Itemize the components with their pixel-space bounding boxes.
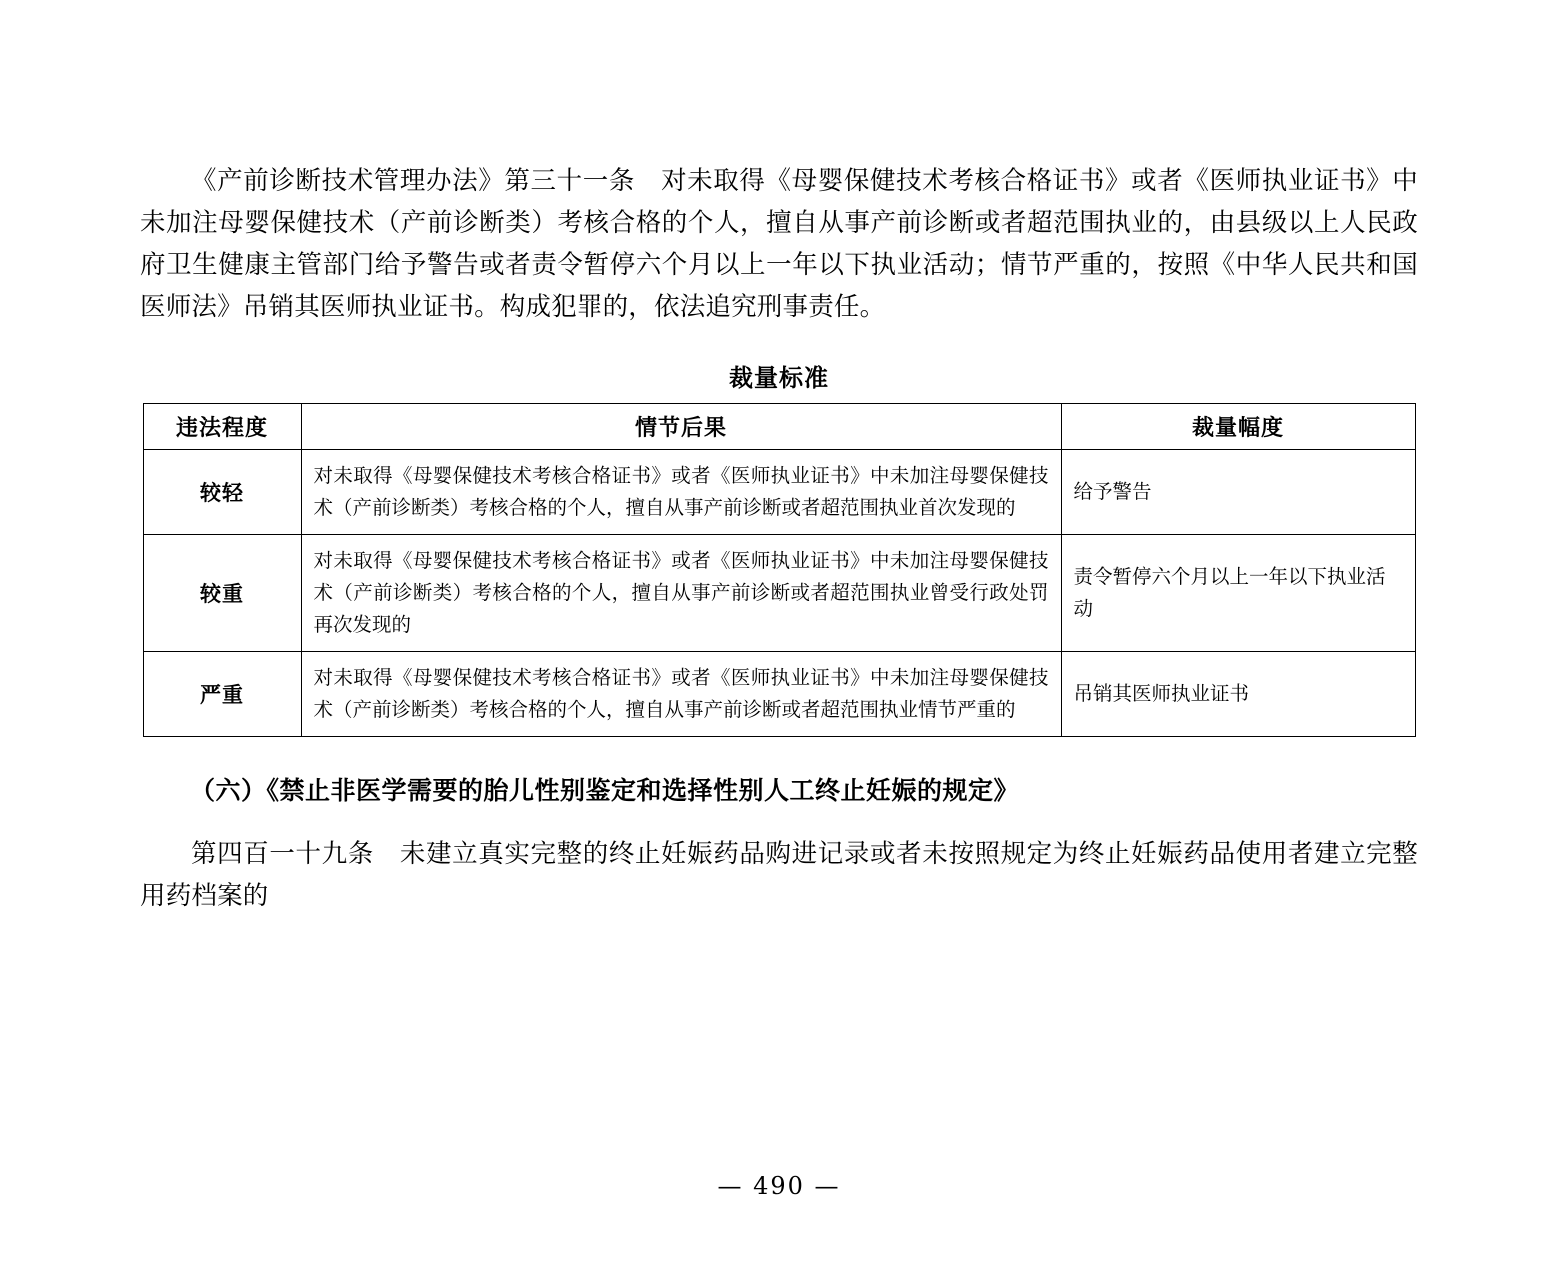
column-header-violation-level: 违法程度 (143, 404, 301, 450)
cell-violation-level: 较轻 (143, 450, 301, 535)
column-header-discretion-range: 裁量幅度 (1061, 404, 1415, 450)
cell-circumstances: 对未取得《母婴保健技术考核合格证书》或者《医师执业证书》中未加注母婴保健技术（产前诊断类）考核合格的个人，擅自从事产前诊断或者超范围执业情节严重的 (301, 652, 1061, 737)
table-row (143, 535, 1415, 652)
table-row (143, 450, 1415, 535)
table-row (143, 652, 1415, 737)
column-header-circumstances: 情节后果 (301, 404, 1061, 450)
cell-violation-level: 较重 (143, 535, 301, 652)
table-title: 裁量标准 (729, 364, 829, 392)
cell-discretion-range: 吊销其医师执业证书 (1061, 652, 1415, 737)
cell-circumstances: 对未取得《母婴保健技术考核合格证书》或者《医师执业证书》中未加注母婴保健技术（产前诊断类）考核合格的个人，擅自从事产前诊断或者超范围执业首次发现的 (301, 450, 1061, 535)
cell-discretion-range: 给予警告 (1061, 450, 1415, 535)
document-page (0, 160, 1558, 1262)
regulation-paragraph: 《产前诊断技术管理办法》第三十一条 对未取得《母婴保健技术考核合格证书》或者《医师执业证书》中未加注母婴保健技术（产前诊断类）考核合格的个人，擅自从事产前诊断或者超范围执业的，由县级以上人民政府卫生健康主管部门给予警告或者责令暂停六个月以上一年以下执业活动；情节严重的，按照《中华人民共和国医师法》吊销其医师执业证书。构成犯罪的，依法追究刑事责任。 (140, 166, 1418, 322)
cell-circumstances: 对未取得《母婴保健技术考核合格证书》或者《医师执业证书》中未加注母婴保健技术（产前诊断类）考核合格的个人，擅自从事产前诊断或者超范围执业曾受行政处罚再次发现的 (301, 535, 1061, 652)
article-paragraph: 第四百一十九条 未建立真实完整的终止妊娠药品购进记录或者未按照规定为终止妊娠药品使用者建立完整用药档案的 (140, 839, 1418, 911)
discretion-standard-table (143, 403, 1416, 737)
cell-violation-level: 严重 (143, 652, 301, 737)
page-number: — 490 — (717, 1172, 841, 1200)
cell-discretion-range: 责令暂停六个月以上一年以下执业活动 (1061, 535, 1415, 652)
section-heading: （六）《禁止非医学需要的胎儿性别鉴定和选择性别人工终止妊娠的规定》 (190, 776, 1020, 805)
table-header-row (143, 404, 1415, 450)
